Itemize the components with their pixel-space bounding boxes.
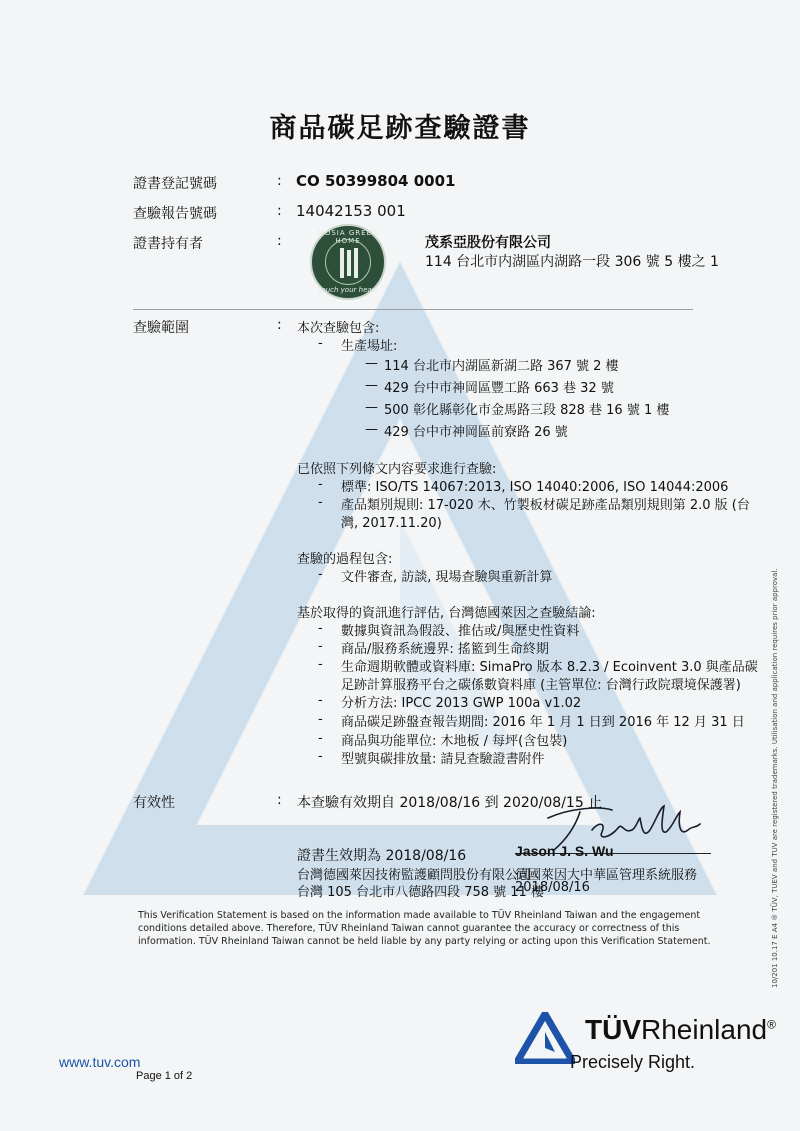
holder-logo bbox=[310, 224, 386, 300]
process-intro: 查驗的過程包含: bbox=[297, 552, 393, 567]
logo-bottom-text: touch your heart bbox=[318, 286, 378, 294]
scope-label: 查驗範圍 bbox=[133, 320, 189, 336]
website-link[interactable]: www.tuv.com bbox=[59, 1054, 141, 1070]
holder-name: 茂系亞股份有限公司 bbox=[425, 235, 551, 251]
site-dash: — bbox=[365, 422, 378, 437]
brand-rheinland: Rheinland bbox=[641, 1014, 768, 1045]
registration-number: CO 50399804 0001 bbox=[296, 172, 456, 190]
list-dash: - bbox=[318, 749, 323, 764]
list-dash: - bbox=[318, 731, 323, 746]
colon: : bbox=[277, 233, 282, 249]
brand-tuv: TÜV bbox=[585, 1014, 641, 1045]
site-dash: — bbox=[365, 356, 378, 371]
list-dash: - bbox=[318, 657, 323, 672]
issuer-address: 台灣 105 台北市八德路四段 758 號 11 樓 bbox=[297, 885, 544, 900]
conclusion-item-continued: 足跡計算服務平台之碳係數資料庫 (主管單位: 台灣行政院環境保護署) bbox=[341, 678, 741, 693]
conclusion-item: 商品與功能單位: 木地板 / 每坪(含包裝) bbox=[341, 734, 568, 749]
issuer-company: 台灣德國萊因技術監護顧問股份有限公司 bbox=[297, 868, 532, 883]
list-dash: - bbox=[318, 621, 323, 636]
list-dash: - bbox=[318, 495, 323, 510]
logo-bar-icon bbox=[347, 250, 351, 276]
holder-address: 114 台北市内湖區内湖路一段 306 號 5 樓之 1 bbox=[425, 254, 719, 270]
conclusion-item: 生命週期軟體或資料庫: SimaPro 版本 8.2.3 / Ecoinvent 3.0 與產品碳 bbox=[341, 660, 758, 675]
sites-heading: 生產場址: bbox=[341, 339, 398, 354]
tuv-triangle-icon bbox=[515, 1012, 575, 1064]
standards-intro: 已依照下列條文内容要求進行查驗: bbox=[297, 462, 497, 477]
site-item: 500 彰化縣彰化市金馬路三段 828 巷 16 號 1 樓 bbox=[384, 403, 670, 418]
scope-intro: 本次查驗包含: bbox=[297, 321, 380, 336]
holder-label: 證書持有者 bbox=[133, 236, 203, 252]
certificate-title: 商品碳足跡查驗證書 bbox=[269, 113, 531, 144]
conclusion-item: 型號與碳排放量: 請見查驗證書附件 bbox=[341, 752, 545, 767]
site-item: 114 台北市内湖區新湖二路 367 號 2 樓 bbox=[384, 359, 619, 374]
site-item: 429 台中市神岡區豐工路 663 巷 32 號 bbox=[384, 381, 614, 396]
standard-item-continued: 灣, 2017.11.20) bbox=[341, 516, 442, 531]
standard-item: 標準: ISO/TS 14067:2013, ISO 14040:2006, ISO 14044:2006 bbox=[341, 480, 729, 495]
signatory-title: 德國萊因大中華區管理系統服務 bbox=[515, 868, 698, 883]
brand-registered: ® bbox=[767, 1017, 776, 1032]
site-dash: — bbox=[365, 378, 378, 393]
list-dash: - bbox=[318, 567, 323, 582]
report-label: 查驗報告號碼 bbox=[133, 206, 217, 222]
colon: : bbox=[277, 317, 282, 333]
conclusion-item: 分析方法: IPCC 2013 GWP 100a v1.02 bbox=[341, 696, 582, 711]
signatory-name: Jason J. S. Wu bbox=[515, 843, 614, 859]
colon: : bbox=[277, 173, 282, 189]
standard-item: 產品類別規則: 17-020 木、竹製板材碳足跡產品類別規則第 2.0 版 (台 bbox=[341, 498, 750, 513]
logo-bar-icon bbox=[354, 248, 358, 278]
list-dash: - bbox=[318, 336, 323, 351]
list-dash: - bbox=[318, 639, 323, 654]
list-dash: - bbox=[318, 477, 323, 492]
site-item: 429 台中市神岡區前寮路 26 號 bbox=[384, 425, 568, 440]
conclusion-intro: 基於取得的資訊進行評估, 台灣德國萊因之查驗結論: bbox=[297, 606, 596, 621]
conclusion-item: 商品/服務系統邊界: 搖籃到生命終期 bbox=[341, 642, 549, 657]
process-item: 文件審查, 訪談, 現場查驗與重新計算 bbox=[341, 570, 553, 585]
page-number: Page 1 of 2 bbox=[136, 1070, 193, 1082]
list-dash: - bbox=[318, 693, 323, 708]
validity-label: 有效性 bbox=[133, 795, 175, 811]
site-dash: — bbox=[365, 400, 378, 415]
conclusion-item: 商品碳足跡盤查報告期間: 2016 年 1 月 1 日到 2016 年 12 月 31 日 bbox=[341, 715, 745, 730]
colon: : bbox=[277, 792, 282, 808]
conclusion-item: 數據與資訊為假設、推估或/與歷史性資料 bbox=[341, 624, 580, 639]
disclaimer-text: This Verification Statement is based on the information made available to TÜV Rheinland Taiwan and the engagement conditions detailed above. Therefore, TÜV Rheinland Taiwan cannot guarantee the accuracy or correctness of this information. TÜV Rheinland Taiwan cannot be held liable by any party relying or acting upon this Verification Statement. bbox=[138, 910, 711, 947]
trademark-note: 10/201 10.17 E A4 ® TÜV, TUEV and TUV are registered trademarks. Utilisation and application requires prior approval. bbox=[771, 568, 779, 988]
colon: : bbox=[277, 203, 282, 219]
logo-bar-icon bbox=[340, 248, 344, 278]
signatory-date: 2018/08/16 bbox=[515, 880, 590, 895]
effective-date: 證書生效期為 2018/08/16 bbox=[297, 848, 467, 864]
registration-label: 證書登記號碼 bbox=[133, 176, 217, 192]
validity-text: 本查驗有效期自 2018/08/16 到 2020/08/15 止 bbox=[297, 795, 603, 811]
list-dash: - bbox=[318, 712, 323, 727]
section-divider bbox=[133, 309, 693, 310]
tuv-brand bbox=[585, 1014, 776, 1046]
tuv-slogan: Precisely Right. bbox=[570, 1052, 696, 1072]
report-number: 14042153 001 bbox=[296, 202, 406, 220]
logo-top-text: MOSIA GREEN HOME bbox=[317, 229, 379, 245]
